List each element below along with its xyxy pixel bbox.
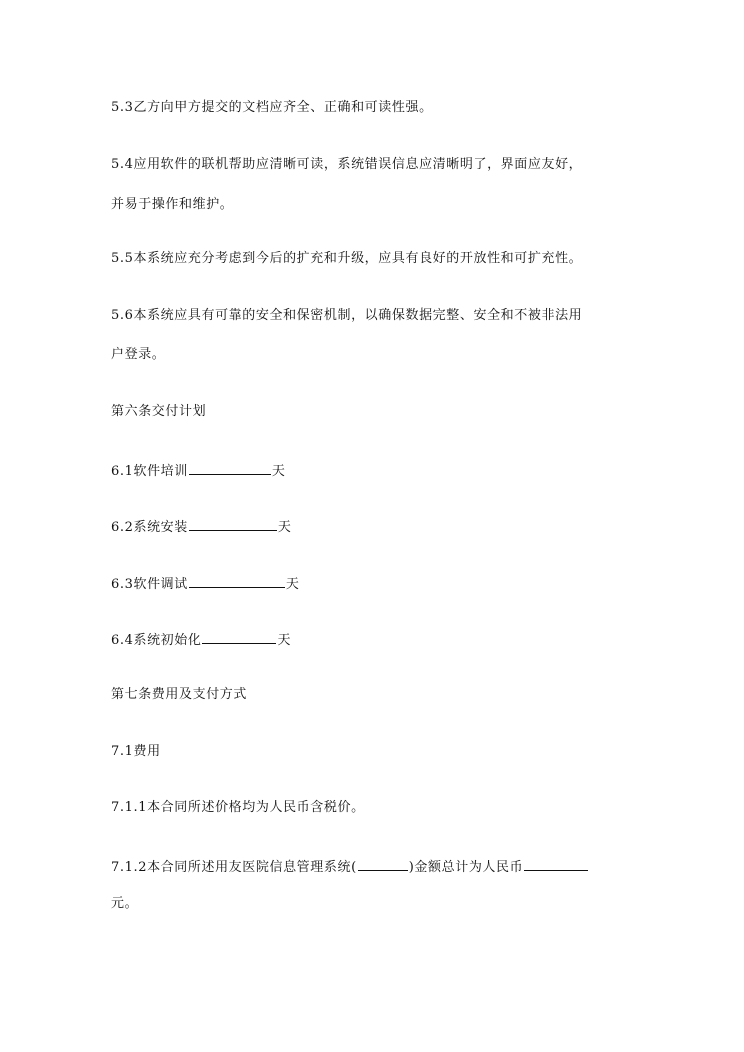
system-name-blank [358,856,408,871]
clause-6-3 [111,573,299,594]
clause-6-3-label: 6.3软件调试 [111,577,188,592]
article-7-title: 第七条费用及支付方式 [111,687,248,702]
article-6-title: 第六条交付计划 [111,404,207,419]
clause-6-2-label: 6.2系统安装 [111,520,188,535]
clause-7-1-2-part1: 7.1.2本合同所述用友医院信息管理系统( [111,860,357,875]
day-unit: 天 [271,464,286,479]
clause-5-6-line1: 5.6本系统应具有可靠的安全和保密机制，以确保数据完整、安全和不被非法用 [111,308,583,323]
clause-7-1-2-line1 [111,856,589,877]
clause-6-1-label: 6.1软件培训 [111,464,188,479]
day-unit: 天 [277,633,292,648]
training-days-blank [189,460,271,475]
day-unit: 天 [277,520,292,535]
clause-7-1-2-line2: 元。 [111,896,139,911]
clause-6-1 [111,460,285,481]
clause-7-1: 7.1费用 [111,744,161,759]
installation-days-blank [189,516,277,531]
initialization-days-blank [202,629,276,644]
clause-5-5: 5.5本系统应充分考虑到今后的扩充和升级，应具有良好的开放性和可扩充性。 [111,251,583,266]
day-unit: 天 [285,577,300,592]
clause-7-1-1: 7.1.1本合同所述价格均为人民币含税价。 [111,800,365,815]
clause-5-4-line2: 并易于操作和维护。 [111,197,234,212]
clause-7-1-2-part2: )金额总计为人民币 [408,860,524,875]
clause-5-6-line2: 户登录。 [111,347,166,362]
clause-6-2 [111,516,291,537]
total-amount-blank [524,856,588,871]
clause-6-4 [111,629,291,650]
clause-5-3: 5.3乙方向甲方提交的文档应齐全、正确和可读性强。 [111,100,433,115]
clause-6-4-label: 6.4系统初始化 [111,633,202,648]
clause-5-4-line1: 5.4应用软件的联机帮助应清晰可读，系统错误信息应清晰明了，界面应友好， [111,157,583,172]
debugging-days-blank [189,573,285,588]
